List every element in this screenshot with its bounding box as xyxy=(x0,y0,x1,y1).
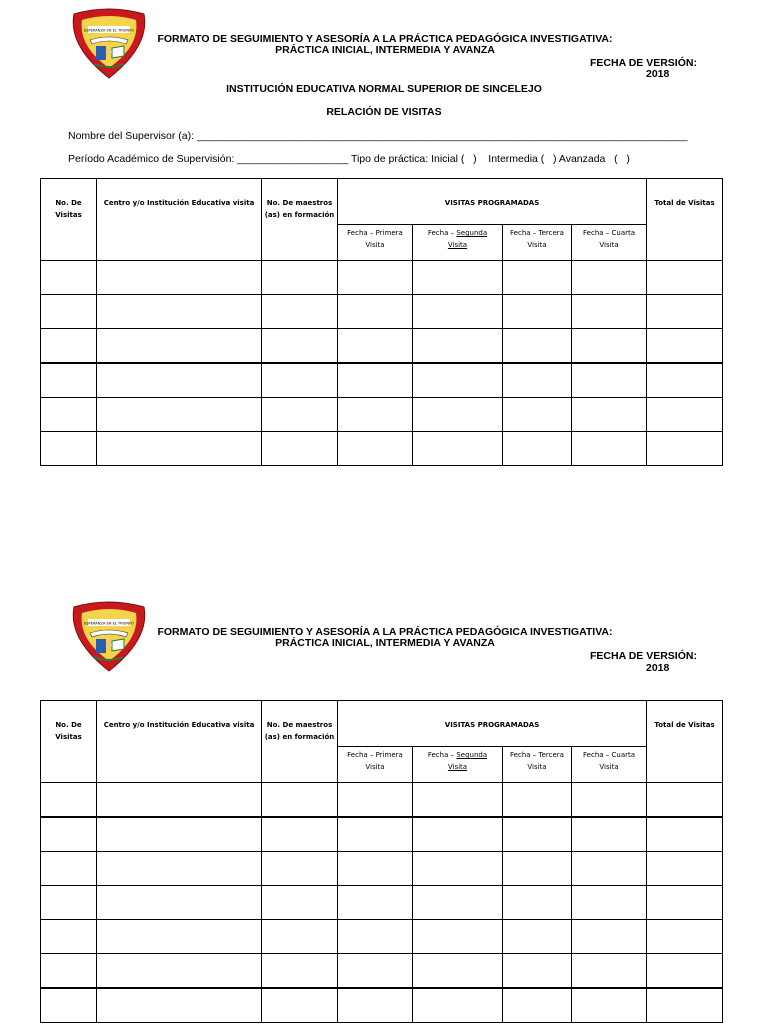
header-centro: Centro y/o Institución Educativa visita xyxy=(97,701,262,783)
header-primera-visita: Fecha – Primera Visita xyxy=(338,225,413,261)
form-title-line-1: FORMATO DE SEGUIMIENTO Y ASESORÍA A LA PRÁCTICA PEDAGÓGICA INVESTIGATIVA: xyxy=(157,626,613,638)
header-visitas-programadas: VISITAS PROGRAMADAS xyxy=(338,701,647,747)
table-row xyxy=(41,886,723,920)
header-no-visitas: No. De Visitas xyxy=(41,179,97,261)
logo-text: ESPERANZA EN EL TRIUNFO xyxy=(83,28,135,33)
logo-text: ESPERANZA EN EL TRIUNFO xyxy=(83,621,135,626)
header-centro: Centro y/o Institución Educativa visita xyxy=(97,179,262,261)
header-maestros: No. De maestros (as) en formación xyxy=(262,701,338,783)
table-row xyxy=(41,920,723,954)
table-row xyxy=(41,783,723,818)
visits-table xyxy=(40,178,723,466)
table-row xyxy=(41,988,723,1023)
table-row xyxy=(41,363,723,398)
form-title-line-2: PRÁCTICA INICIAL, INTERMEDIA Y AVANZA xyxy=(275,44,495,56)
version-label: FECHA DE VERSIÓN: xyxy=(590,57,697,69)
school-crest-logo xyxy=(68,6,150,80)
header-total-visitas: Total de Visitas xyxy=(647,701,723,783)
version-year: 2018 xyxy=(646,68,670,80)
header-cuarta-visita: Fecha – Cuarta Visita xyxy=(572,225,647,261)
header-primera-visita: Fecha – Primera Visita xyxy=(338,747,413,783)
period-field[interactable]: Período Académico de Supervisión: ___________________ Tipo de práctica: Inicial ( ) Intermedia ( ) Avanzada ( ) xyxy=(68,153,630,165)
header-total-visitas: Total de Visitas xyxy=(647,179,723,261)
table-row xyxy=(41,432,723,466)
visits-table xyxy=(40,700,723,1023)
table-row xyxy=(41,817,723,852)
section-subtitle: RELACIÓN DE VISITAS xyxy=(326,106,442,118)
version-label: FECHA DE VERSIÓN: xyxy=(590,650,697,662)
header-segunda-visita: Fecha – Segunda Visita xyxy=(413,747,503,783)
header-cuarta-visita: Fecha – Cuarta Visita xyxy=(572,747,647,783)
institution-name: INSTITUCIÓN EDUCATIVA NORMAL SUPERIOR DE SINCELEJO xyxy=(226,83,542,95)
table-row xyxy=(41,329,723,364)
header-no-visitas: No. De Visitas xyxy=(41,701,97,783)
table-row xyxy=(41,261,723,295)
table-row xyxy=(41,398,723,432)
header-maestros: No. De maestros (as) en formación xyxy=(262,179,338,261)
header-segunda-visita: Fecha – Segunda Visita xyxy=(413,225,503,261)
form-title-line-2: PRÁCTICA INICIAL, INTERMEDIA Y AVANZA xyxy=(275,637,495,649)
header-visitas-programadas: VISITAS PROGRAMADAS xyxy=(338,179,647,225)
header-tercera-visita: Fecha – Tercera Visita xyxy=(503,225,572,261)
supervisor-field[interactable]: Nombre del Supervisor (a): ____________________________________________________________________________________ xyxy=(68,130,688,142)
table-row xyxy=(41,954,723,989)
header-tercera-visita: Fecha – Tercera Visita xyxy=(503,747,572,783)
table-row xyxy=(41,852,723,886)
school-crest-logo xyxy=(68,599,150,673)
table-row xyxy=(41,295,723,329)
form-title-line-1: FORMATO DE SEGUIMIENTO Y ASESORÍA A LA PRÁCTICA PEDAGÓGICA INVESTIGATIVA: xyxy=(157,33,613,45)
version-year: 2018 xyxy=(646,662,670,674)
